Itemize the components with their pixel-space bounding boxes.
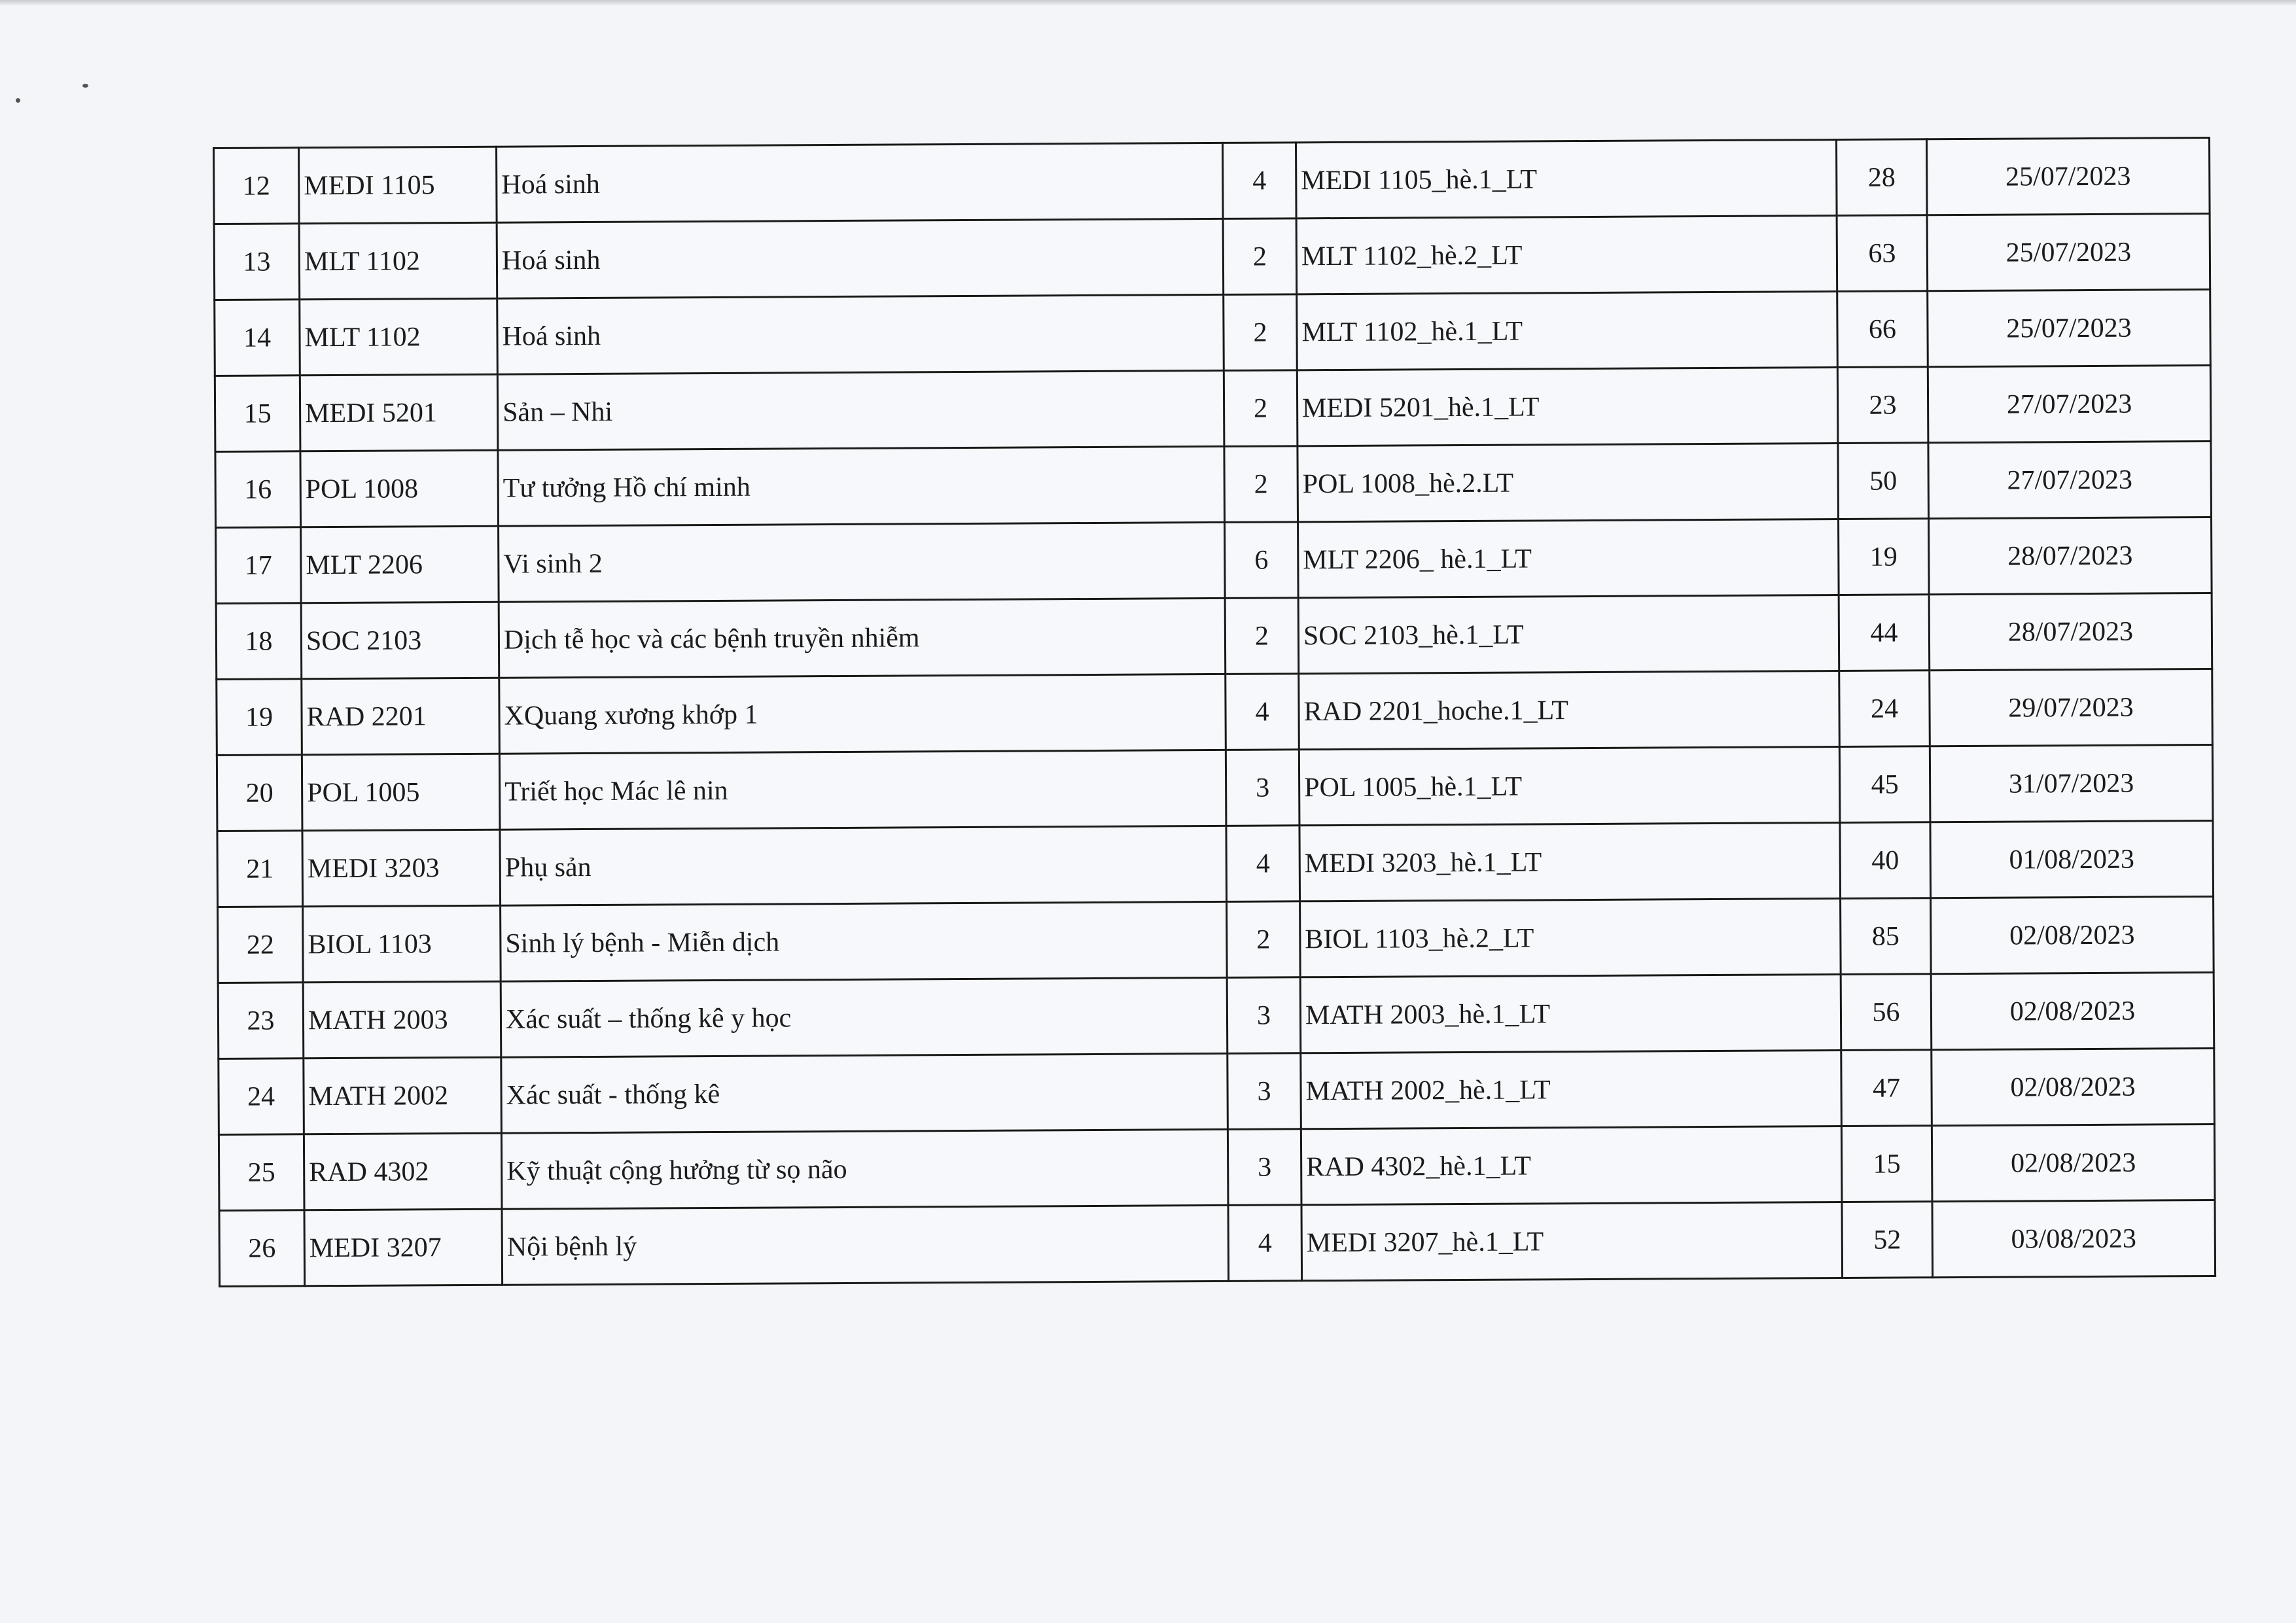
credits-cell: 4 <box>1222 143 1296 219</box>
table-row <box>217 669 2213 756</box>
class-code-cell: MEDI 3207_hè.1_LT <box>1301 1202 1843 1280</box>
credits-cell: 4 <box>1226 826 1300 902</box>
exam-date-cell: 27/07/2023 <box>1928 366 2211 443</box>
credits-cell: 2 <box>1225 598 1299 674</box>
row-number-cell: 20 <box>217 755 302 831</box>
course-code-cell: SOC 2103 <box>301 602 499 679</box>
student-count-cell: 28 <box>1836 139 1927 216</box>
credits-cell: 3 <box>1227 977 1301 1054</box>
table-row <box>219 1200 2216 1287</box>
exam-date-cell: 02/08/2023 <box>1931 897 2214 974</box>
student-count-cell: 52 <box>1842 1202 1933 1278</box>
table-row <box>217 821 2214 907</box>
scan-speck <box>82 84 88 88</box>
exam-date-cell: 27/07/2023 <box>1928 442 2212 519</box>
class-code-cell: MATH 2003_hè.1_LT <box>1300 974 1841 1053</box>
table-row <box>215 290 2211 376</box>
exam-date-cell: 01/08/2023 <box>1930 821 2214 898</box>
student-count-cell: 50 <box>1838 443 1929 519</box>
exam-date-cell: 02/08/2023 <box>1932 1049 2215 1126</box>
course-name-cell: Kỹ thuật cộng hưởng từ sọ não <box>501 1129 1228 1209</box>
course-code-cell: BIOL 1103 <box>303 905 501 983</box>
class-code-cell: MEDI 3203_hè.1_LT <box>1299 822 1841 901</box>
exam-date-cell: 25/07/2023 <box>1926 138 2210 215</box>
scan-top-edge <box>0 0 2296 5</box>
student-count-cell: 44 <box>1839 595 1930 671</box>
student-count-cell: 24 <box>1839 671 1930 747</box>
table-row <box>218 897 2214 983</box>
table-row <box>215 366 2211 452</box>
course-name-cell: Dịch tễ học và các bệnh truyền nhiễm <box>499 598 1226 678</box>
course-code-cell: MATH 2002 <box>304 1057 502 1134</box>
class-code-cell: SOC 2103_hè.1_LT <box>1298 595 1839 673</box>
credits-cell: 6 <box>1225 522 1299 599</box>
table-row <box>214 138 2210 224</box>
credits-cell: 2 <box>1224 446 1298 523</box>
credits-cell: 4 <box>1226 674 1299 750</box>
course-name-cell: Sinh lý bệnh - Miễn dịch <box>501 901 1227 981</box>
row-number-cell: 22 <box>218 907 304 983</box>
table-row <box>217 745 2213 831</box>
table-row <box>216 517 2212 604</box>
row-number-cell: 17 <box>216 527 302 604</box>
row-number-cell: 15 <box>215 375 300 452</box>
course-name-cell: Xác suất - thống kê <box>501 1053 1228 1133</box>
credits-cell: 3 <box>1226 750 1299 826</box>
row-number-cell: 16 <box>215 451 301 528</box>
student-count-cell: 19 <box>1839 519 1930 595</box>
course-code-cell: MLT 2206 <box>301 526 499 603</box>
course-name-cell: Phụ sản <box>500 826 1227 905</box>
student-count-cell: 15 <box>1841 1126 1932 1202</box>
class-code-cell: POL 1008_hè.2.LT <box>1298 444 1839 522</box>
course-code-cell: RAD 4302 <box>304 1133 502 1210</box>
student-count-cell: 66 <box>1837 291 1928 368</box>
course-name-cell: Vi sinh 2 <box>499 522 1226 602</box>
student-count-cell: 23 <box>1837 367 1928 444</box>
table-row <box>216 593 2212 680</box>
course-name-cell: Tư tưởng Hồ chí minh <box>498 446 1225 526</box>
class-code-cell: MLT 1102_hè.1_LT <box>1297 292 1838 370</box>
credits-cell: 2 <box>1227 901 1301 978</box>
course-name-cell: Hoá sinh <box>497 218 1224 298</box>
exam-date-cell: 29/07/2023 <box>1930 669 2213 746</box>
row-number-cell: 18 <box>216 603 302 680</box>
course-code-cell: MEDI 3207 <box>304 1209 503 1286</box>
row-number-cell: 12 <box>214 148 300 224</box>
class-code-cell: MATH 2002_hè.1_LT <box>1301 1050 1842 1128</box>
credits-cell: 4 <box>1228 1205 1302 1282</box>
table-row <box>215 442 2212 528</box>
course-name-cell: Hoá sinh <box>497 143 1224 222</box>
class-code-cell: RAD 4302_hè.1_LT <box>1301 1126 1842 1204</box>
course-name-cell: XQuang xương khớp 1 <box>499 674 1226 754</box>
table-row <box>219 1125 2215 1211</box>
course-name-cell: Nội bệnh lý <box>502 1205 1229 1285</box>
exam-schedule-table <box>213 137 2216 1287</box>
exam-date-cell: 25/07/2023 <box>1927 214 2210 291</box>
student-count-cell: 45 <box>1839 746 1930 823</box>
row-number-cell: 14 <box>215 300 300 376</box>
credits-cell: 3 <box>1227 1129 1301 1206</box>
table-row <box>214 214 2210 300</box>
credits-cell: 2 <box>1224 294 1298 371</box>
course-code-cell: MEDI 1105 <box>299 147 497 224</box>
table-row <box>218 973 2214 1059</box>
exam-date-cell: 28/07/2023 <box>1929 517 2212 595</box>
course-code-cell: POL 1005 <box>302 754 500 831</box>
course-code-cell: MATH 2003 <box>303 981 501 1058</box>
course-name-cell: Triết học Mác lê nin <box>499 750 1226 829</box>
row-number-cell: 23 <box>218 983 304 1059</box>
scan-speck <box>16 98 20 103</box>
class-code-cell: RAD 2201_hoche.1_LT <box>1299 671 1840 749</box>
table-row <box>219 1049 2215 1135</box>
class-code-cell: POL 1005_hè.1_LT <box>1299 746 1840 825</box>
course-code-cell: MEDI 5201 <box>300 374 498 451</box>
course-name-cell: Hoá sinh <box>497 294 1224 374</box>
credits-cell: 2 <box>1224 370 1298 447</box>
row-number-cell: 25 <box>219 1134 304 1211</box>
course-name-cell: Sản – Nhi <box>497 370 1224 450</box>
row-number-cell: 13 <box>214 224 300 300</box>
student-count-cell: 63 <box>1837 215 1928 292</box>
row-number-cell: 26 <box>219 1210 305 1287</box>
class-code-cell: MLT 1102_hè.2_LT <box>1296 216 1837 294</box>
class-code-cell: MLT 2206_ hè.1_LT <box>1298 519 1839 597</box>
course-code-cell: MLT 1102 <box>299 222 497 300</box>
class-code-cell: BIOL 1103_hè.2_LT <box>1300 898 1841 977</box>
credits-cell: 2 <box>1223 218 1297 295</box>
exam-date-cell: 28/07/2023 <box>1929 593 2212 671</box>
exam-date-cell: 03/08/2023 <box>1932 1200 2216 1278</box>
credits-cell: 3 <box>1227 1053 1301 1130</box>
exam-date-cell: 02/08/2023 <box>1931 973 2214 1050</box>
row-number-cell: 24 <box>219 1058 304 1135</box>
class-code-cell: MEDI 5201_hè.1_LT <box>1297 368 1838 446</box>
exam-date-cell: 02/08/2023 <box>1932 1125 2215 1202</box>
schedule-sheet <box>213 137 2214 1287</box>
student-count-cell: 56 <box>1841 974 1932 1051</box>
student-count-cell: 85 <box>1841 898 1932 975</box>
course-code-cell: POL 1008 <box>300 450 499 527</box>
course-code-cell: MEDI 3203 <box>302 829 501 907</box>
student-count-cell: 47 <box>1841 1050 1932 1126</box>
class-code-cell: MEDI 1105_hè.1_LT <box>1296 140 1837 218</box>
row-number-cell: 19 <box>217 679 302 756</box>
row-number-cell: 21 <box>217 831 303 907</box>
course-code-cell: MLT 1102 <box>300 298 498 375</box>
course-name-cell: Xác suất – thống kê y học <box>501 977 1227 1057</box>
student-count-cell: 40 <box>1840 822 1931 899</box>
course-code-cell: RAD 2201 <box>302 678 500 755</box>
exam-date-cell: 25/07/2023 <box>1928 290 2211 367</box>
exam-date-cell: 31/07/2023 <box>1930 745 2213 822</box>
